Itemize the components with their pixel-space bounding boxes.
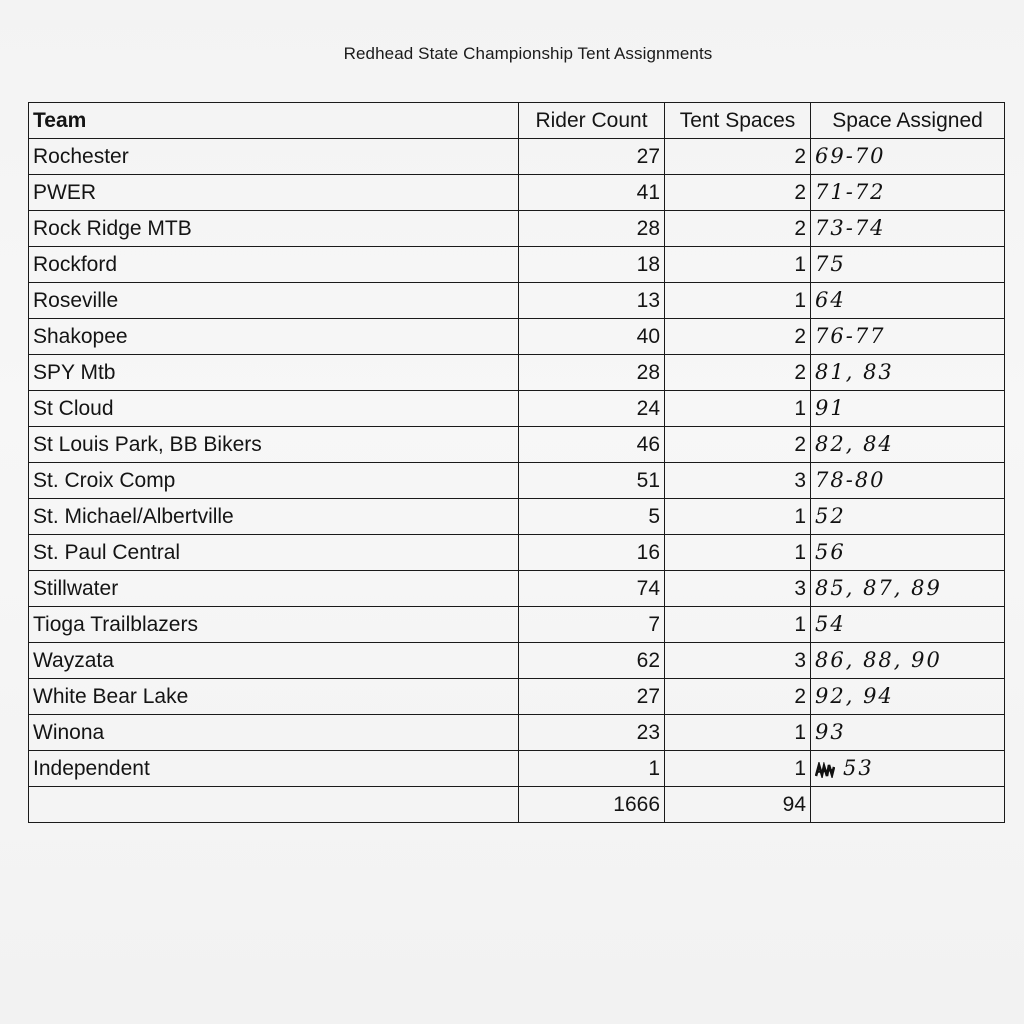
space-assigned-cell xyxy=(811,679,1005,715)
team-name-value: Tioga Trailblazers xyxy=(33,612,198,636)
space-assigned-value: 54 xyxy=(815,612,846,636)
rider-count-cell xyxy=(519,391,665,427)
rider-count-cell xyxy=(519,715,665,751)
rider-count-value: 28 xyxy=(636,216,660,240)
tent-spaces-cell xyxy=(665,643,811,679)
rider-count-cell xyxy=(519,571,665,607)
table-row xyxy=(29,499,1005,535)
space-assigned-cell xyxy=(811,283,1005,319)
rider-count-cell xyxy=(519,283,665,319)
tent-spaces-cell xyxy=(665,211,811,247)
team-name-cell xyxy=(29,463,519,499)
team-name-value: St. Croix Comp xyxy=(33,468,176,492)
team-name-value: PWER xyxy=(33,180,96,204)
rider-count-cell xyxy=(519,535,665,571)
space-assigned-cell xyxy=(811,463,1005,499)
tent-spaces-value: 2 xyxy=(794,684,806,708)
table-row xyxy=(29,391,1005,427)
space-assigned-value: 56 xyxy=(815,540,846,564)
tent-spaces-value: 1 xyxy=(794,396,806,420)
rider-count-cell xyxy=(519,643,665,679)
table-header-row xyxy=(29,103,1005,139)
space-assigned-value: 93 xyxy=(815,720,846,744)
space-assigned-value: 52 xyxy=(815,504,846,528)
tent-spaces-cell xyxy=(665,607,811,643)
rider-count-value: 41 xyxy=(636,180,660,204)
tent-assignments-table xyxy=(28,102,1005,823)
space-assigned-cell xyxy=(811,427,1005,463)
team-name-cell xyxy=(29,139,519,175)
tent-spaces-cell xyxy=(665,499,811,535)
team-name-value: Roseville xyxy=(33,288,119,312)
team-name-value: Rochester xyxy=(33,144,129,168)
tent-spaces-cell xyxy=(665,715,811,751)
table-body xyxy=(29,139,1005,787)
team-name-cell xyxy=(29,427,519,463)
table-row xyxy=(29,319,1005,355)
page-title: Redhead State Championship Tent Assignments xyxy=(343,44,713,63)
space-assigned-cell xyxy=(811,247,1005,283)
tent-spaces-value: 1 xyxy=(794,756,806,780)
team-name-cell xyxy=(29,571,519,607)
rider-count-value: 46 xyxy=(636,432,660,456)
rider-count-cell xyxy=(519,175,665,211)
team-name-value: White Bear Lake xyxy=(33,684,189,708)
tent-spaces-cell xyxy=(665,319,811,355)
rider-count-value: 16 xyxy=(636,540,660,564)
rider-count-value: 27 xyxy=(636,144,660,168)
team-name-cell xyxy=(29,535,519,571)
space-assigned-cell xyxy=(811,175,1005,211)
table-row xyxy=(29,607,1005,643)
table-row xyxy=(29,463,1005,499)
space-assigned-cell xyxy=(811,535,1005,571)
space-assigned-cell xyxy=(811,355,1005,391)
team-name-value: SPY Mtb xyxy=(33,360,116,384)
team-name-cell xyxy=(29,643,519,679)
rider-count-value: 5 xyxy=(648,504,660,528)
space-assigned-cell xyxy=(811,643,1005,679)
team-name-cell xyxy=(29,391,519,427)
team-name-value: Stillwater xyxy=(33,576,119,600)
totals-row xyxy=(29,787,1005,823)
space-assigned-value: 76-77 xyxy=(815,324,886,348)
scribbled-out-mark xyxy=(815,762,835,778)
team-name-cell xyxy=(29,355,519,391)
totals-team-cell xyxy=(29,787,519,823)
header-team: Team xyxy=(29,103,519,139)
tent-spaces-value: 1 xyxy=(794,288,806,312)
space-assigned-value: 78-80 xyxy=(815,468,886,492)
rider-count-cell xyxy=(519,247,665,283)
tent-spaces-cell xyxy=(665,679,811,715)
table-row xyxy=(29,175,1005,211)
rider-count-value: 62 xyxy=(636,648,660,672)
rider-count-value: 28 xyxy=(636,360,660,384)
tent-spaces-value: 3 xyxy=(794,576,806,600)
rider-count-value: 27 xyxy=(636,684,660,708)
table-row xyxy=(29,247,1005,283)
team-name-value: Rock Ridge MTB xyxy=(33,216,192,240)
space-assigned-value: 73-74 xyxy=(815,216,886,240)
tent-spaces-value: 2 xyxy=(794,180,806,204)
tent-spaces-cell xyxy=(665,535,811,571)
team-name-cell xyxy=(29,679,519,715)
team-name-cell xyxy=(29,319,519,355)
team-name-value: Independent xyxy=(33,756,150,780)
team-name-cell xyxy=(29,499,519,535)
rider-count-value: 51 xyxy=(636,468,660,492)
table-row xyxy=(29,571,1005,607)
rider-count-cell xyxy=(519,427,665,463)
rider-count-value: 74 xyxy=(636,576,660,600)
totals-space-cell xyxy=(811,787,1005,823)
team-name-cell xyxy=(29,283,519,319)
space-assigned-cell xyxy=(811,607,1005,643)
space-assigned-value: 82, 84 xyxy=(815,432,894,456)
team-name-value: Winona xyxy=(33,720,105,744)
table-row xyxy=(29,355,1005,391)
space-assigned-cell xyxy=(811,391,1005,427)
tent-spaces-cell xyxy=(665,427,811,463)
tent-spaces-value: 1 xyxy=(794,720,806,744)
header-tent-spaces: Tent Spaces xyxy=(665,103,811,139)
rider-count-cell xyxy=(519,355,665,391)
team-name-cell xyxy=(29,247,519,283)
tent-spaces-cell xyxy=(665,751,811,787)
team-name-cell xyxy=(29,715,519,751)
team-name-cell xyxy=(29,175,519,211)
tent-spaces-value: 3 xyxy=(794,468,806,492)
tent-spaces-value: 1 xyxy=(794,540,806,564)
space-assigned-value: 69-70 xyxy=(815,144,886,168)
tent-spaces-value: 2 xyxy=(794,360,806,384)
team-name-value: Rockford xyxy=(33,252,118,276)
tent-spaces-cell xyxy=(665,139,811,175)
table-row xyxy=(29,679,1005,715)
team-name-value: Wayzata xyxy=(33,648,114,672)
space-assigned-cell xyxy=(811,499,1005,535)
tent-spaces-cell xyxy=(665,571,811,607)
rider-count-cell xyxy=(519,751,665,787)
tent-spaces-value: 1 xyxy=(794,612,806,636)
team-name-cell xyxy=(29,607,519,643)
team-name-value: St Louis Park, BB Bikers xyxy=(33,432,262,456)
rider-count-cell xyxy=(519,499,665,535)
rider-count-value: 13 xyxy=(636,288,660,312)
space-assigned-value: 64 xyxy=(815,288,846,312)
space-assigned-cell xyxy=(811,571,1005,607)
space-assigned-value: 92, 94 xyxy=(815,684,894,708)
tent-spaces-value: 1 xyxy=(794,252,806,276)
rider-count-value: 7 xyxy=(648,612,660,636)
table-row xyxy=(29,643,1005,679)
tent-spaces-value: 1 xyxy=(794,504,806,528)
rider-count-value: 23 xyxy=(636,720,660,744)
header-rider-count: Rider Count xyxy=(519,103,665,139)
table-row xyxy=(29,139,1005,175)
rider-count-cell xyxy=(519,463,665,499)
rider-count-cell xyxy=(519,211,665,247)
tent-spaces-cell xyxy=(665,175,811,211)
table-row xyxy=(29,751,1005,787)
space-assigned-value: 91 xyxy=(815,396,846,420)
rider-count-value: 40 xyxy=(636,324,660,348)
tent-spaces-cell xyxy=(665,355,811,391)
tent-spaces-value: 2 xyxy=(794,216,806,240)
table-row xyxy=(29,535,1005,571)
rider-count-cell xyxy=(519,319,665,355)
rider-count-cell xyxy=(519,607,665,643)
tent-spaces-cell xyxy=(665,247,811,283)
space-assigned-cell xyxy=(811,715,1005,751)
team-name-cell xyxy=(29,751,519,787)
space-assigned-cell xyxy=(811,211,1005,247)
rider-count-value: 18 xyxy=(636,252,660,276)
tent-spaces-value: 2 xyxy=(794,432,806,456)
team-name-value: St. Paul Central xyxy=(33,540,181,564)
rider-count-cell xyxy=(519,679,665,715)
space-assigned-value: 71-72 xyxy=(815,180,886,204)
space-assigned-value: 86, 88, 90 xyxy=(815,648,942,672)
table-row xyxy=(29,211,1005,247)
space-assigned-value: 81, 83 xyxy=(815,360,894,384)
table-row xyxy=(29,283,1005,319)
table-row xyxy=(29,715,1005,751)
tent-spaces-cell xyxy=(665,283,811,319)
tent-spaces-value: 2 xyxy=(794,324,806,348)
total-rider-count: 1666 xyxy=(519,787,665,823)
tent-spaces-value: 2 xyxy=(794,144,806,168)
tent-spaces-value: 3 xyxy=(794,648,806,672)
space-assigned-cell xyxy=(811,139,1005,175)
rider-count-value: 1 xyxy=(648,756,660,780)
tent-spaces-cell xyxy=(665,463,811,499)
header-space-assigned: Space Assigned xyxy=(811,103,1005,139)
team-name-value: St. Michael/Albertville xyxy=(33,504,234,528)
team-name-value: St Cloud xyxy=(33,396,114,420)
space-assigned-value: 53 xyxy=(843,756,874,780)
space-assigned-value: 75 xyxy=(815,252,846,276)
team-name-value: Shakopee xyxy=(33,324,128,348)
total-tent-spaces: 94 xyxy=(665,787,811,823)
tent-spaces-cell xyxy=(665,391,811,427)
rider-count-cell xyxy=(519,139,665,175)
table-row xyxy=(29,427,1005,463)
space-assigned-cell xyxy=(811,319,1005,355)
space-assigned-cell xyxy=(811,751,1005,787)
space-assigned-value: 85, 87, 89 xyxy=(815,576,942,600)
rider-count-value: 24 xyxy=(636,396,660,420)
team-name-cell xyxy=(29,211,519,247)
